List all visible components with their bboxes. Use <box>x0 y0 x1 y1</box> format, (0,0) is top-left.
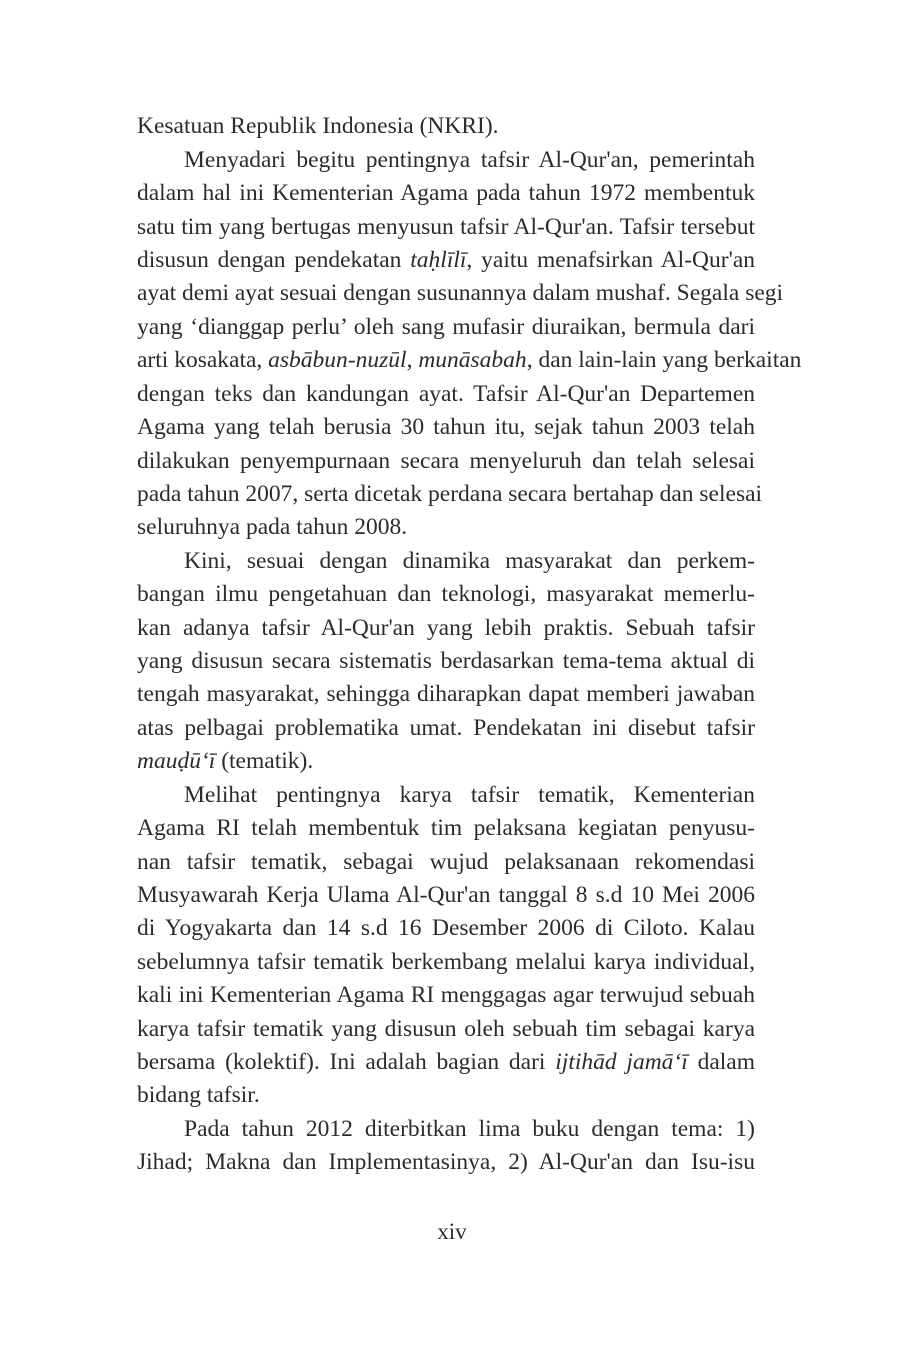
italic-term: asbābun-nuzūl <box>268 347 407 373</box>
text-line: Kini, sesuai dengan dinamika masyarakat dan perkem- <box>184 548 755 574</box>
text-line <box>137 1045 755 1079</box>
text-line: kan adanya tafsir Al-Qur'an yang lebih praktis. Sebuah tafsir <box>137 615 755 641</box>
text-run: (tematik). <box>215 748 314 774</box>
text-run: arti kosakata, <box>137 347 263 373</box>
text-run: , yaitu menafsirkan Al-Qur'an <box>466 247 755 273</box>
text-line <box>137 343 802 377</box>
text-line: Jihad; Makna dan Implementasinya, 2) Al-Qur'an dan Isu-isu <box>137 1149 755 1175</box>
text-line: tengah masyarakat, sehingga diharapkan dapat memberi jawaban <box>137 681 755 707</box>
text-line: Melihat pentingnya karya tafsir tematik, Kementerian <box>184 782 755 808</box>
text-line: pada tahun 2007, serta dicetak perdana secara bertahap dan selesai <box>137 481 763 507</box>
text-line: Agama RI telah membentuk tim pelaksana kegiatan penyusu- <box>137 815 755 841</box>
italic-term: ijtihād jamā‘ī <box>555 1049 688 1075</box>
text-line: nan tafsir tematik, sebagai wujud pelaksanaan rekomendasi <box>137 849 755 875</box>
text-line: di Yogyakarta dan 14 s.d 16 Desember 2006 di Ciloto. Kalau <box>137 915 755 941</box>
text-line: Kesatuan Republik Indonesia (NKRI). <box>137 113 499 139</box>
italic-term: mauḍū‘ī <box>137 748 216 774</box>
text-line: atas pelbagai problematika umat. Pendekatan ini disebut tafsir <box>137 715 755 741</box>
text-line: ayat demi ayat sesuai dengan susunannya dalam mushaf. Segala segi <box>137 280 784 306</box>
text-line: bidang tafsir. <box>137 1082 260 1108</box>
text-line: kali ini Kementerian Agama RI menggagas agar terwujud sebuah <box>137 982 755 1008</box>
text-line: Pada tahun 2012 diterbitkan lima buku dengan tema: 1) <box>184 1116 755 1142</box>
text-line: karya tafsir tematik yang disusun oleh sebuah tim sebagai karya <box>137 1016 755 1042</box>
text-run: disusun dengan pendekatan <box>137 247 402 273</box>
text-run: , dan lain-lain yang berkaitan <box>526 347 802 373</box>
text-line: sebelumnya tafsir tematik berkembang melalui karya individual, <box>137 949 755 975</box>
text-line <box>137 243 755 277</box>
text-run: bersama (kolektif). Ini adalah bagian dari <box>137 1049 546 1075</box>
text-line: Agama yang telah berusia 30 tahun itu, sejak tahun 2003 telah <box>137 414 755 440</box>
text-line: Musyawarah Kerja Ulama Al-Qur'an tanggal 8 s.d 10 Mei 2006 <box>137 882 755 908</box>
text-line: Menyadari begitu pentingnya tafsir Al-Qur'an, pemerintah <box>184 147 755 173</box>
text-line: satu tim yang bertugas menyusun tafsir Al-Qur'an. Tafsir tersebut <box>137 214 755 240</box>
text-line: seluruhnya pada tahun 2008. <box>137 514 408 540</box>
text-run: dalam <box>697 1049 755 1075</box>
text-line: dilakukan penyempurnaan secara menyeluruh dan telah selesai <box>137 448 755 474</box>
page-number: xiv <box>437 1219 467 1244</box>
text-line <box>137 744 755 778</box>
text-line: dalam hal ini Kementerian Agama pada tahun 1972 membentuk <box>137 180 755 206</box>
italic-term: munāsabah <box>418 347 527 373</box>
text-line: yang ‘dianggap perlu’ oleh sang mufasir diuraikan, bermula dari <box>137 314 755 340</box>
italic-term: taḥlīlī <box>410 247 467 273</box>
text-line: yang disusun secara sistematis berdasarkan tema-tema aktual di <box>137 648 755 674</box>
text-line: dengan teks dan kandungan ayat. Tafsir Al-Qur'an Departemen <box>137 381 755 407</box>
text-line: bangan ilmu pengetahuan dan teknologi, masyarakat memerlu- <box>137 581 755 607</box>
text-run: , <box>406 347 413 373</box>
